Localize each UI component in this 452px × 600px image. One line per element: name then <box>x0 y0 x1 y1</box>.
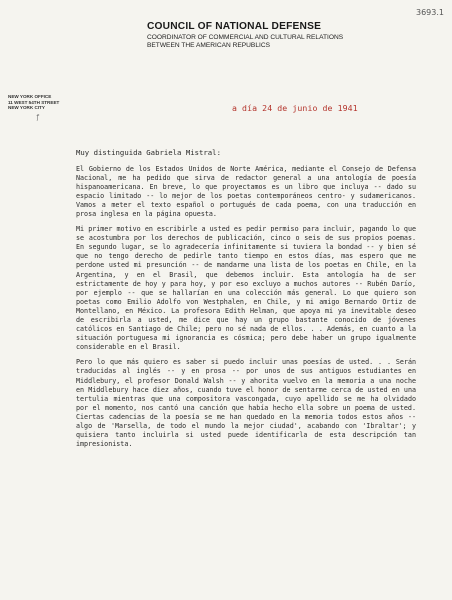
letter-body <box>76 148 416 449</box>
salutation: Muy distinguida Gabriela Mistral: <box>76 148 221 157</box>
paragraph-1: El Gobierno de los Estados Unidos de Norte América, mediante el Consejo de Defensa Nacional, me ha pedido que sirva de redactor general a una antología de poesía hispanoamericana. En breve, lo que proyectamos es un libro que incluya -- dado su espacio limitado -- lo mejor de los poetas contemporáneos centro- y sudamericanos. Vamos a meter el texto español o portugués de cada poema, con una traducción en prosa inglesa en la página opuesta. <box>76 164 416 218</box>
letterhead-subtitle <box>147 34 437 50</box>
letter-date: a día 24 de junio de 1941 <box>232 103 358 113</box>
office-line3: NEW YORK CITY <box>8 105 45 111</box>
letterhead-subtitle-line1: COORDINATOR OF COMMERCIAL AND CULTURAL RELATIONS <box>147 34 344 41</box>
letterhead-subtitle-line2: BETWEEN THE AMERICAN REPUBLICS <box>147 42 270 50</box>
office-line2: 11 WEST 54TH STREET <box>8 99 60 105</box>
letterhead <box>147 21 437 50</box>
office-mark: ƒ <box>36 114 40 121</box>
office-line1: NEW YORK OFFICE <box>8 94 52 99</box>
paragraph-2: Mi primer motivo en escribirle a usted es pedir permiso para incluir, pagando lo que se acostumbra por los derechos de publicación, cinco o seis de sus propios poemas. En segundo lugar, se lo agradecería infinitamente si tuviera la bondad -- y bien sé que no tengo derecho de pedirle tanto tiempo en estos días, mas espero que me perdone usted mi presunción -- de mandarme una lista de los poetas en Chile, en la Argentina, y en el Brasil, que debemos incluir. Esta antología ha de ser estrictamente de hoy y para hoy, y por eso excluyo a muchos autores -- Rubén Darío, por ejemplo -- que se hallarían en una colección más general. Lo que quiero son poetas como Emilio Adolfo von Westphalen, en Chile, y mi amigo Bernardo Ortiz de Montellano, en México. La profesora Edith Helman, que apoya mi ya inevitable deseo de escribirla a usted, me dice que hay un grupo bastante conocido de jóvenes católicos en Santiago de Chile; pero no sé nada de ellos. . . Además, en cuanto a la situación portuguesa mi ignorancia es cósmica; pero debe haber un grupo igualmente considerable en el Brasil. <box>76 225 416 352</box>
paragraph-3: Pero lo que más quiero es saber si puedo incluir unas poesías de usted. . . Serán traducidas al inglés -- y en prosa -- por unos de sus antiguos estudiantes en Middlebury, el profesor Donald Walsh -- y ahorita vuelvo en la memoria a una noche en Middlebury hace diez años, cuando tuve el honor de sentarme cerca de usted en una tertulia mientras que una compositora vascongada, cuyo apellido se me ha olvidado por el momento, nos cantó una canción que había hecho ella sobre un poema de usted. Ciertas cadencias de la poesía se me han quedado en la memoria todos estos años -- algo de 'Marsella, de todo el mundo la mejor ciudad', acabando con 'Ibraltar'; y quisiera tanto incluirla si usted puede identificarla de esta descripción tan impresionista. <box>76 358 416 449</box>
letterhead-title: COUNCIL OF NATIONAL DEFENSE <box>147 21 322 32</box>
office-address <box>8 94 88 111</box>
archive-number: 3693.1 <box>416 8 444 17</box>
